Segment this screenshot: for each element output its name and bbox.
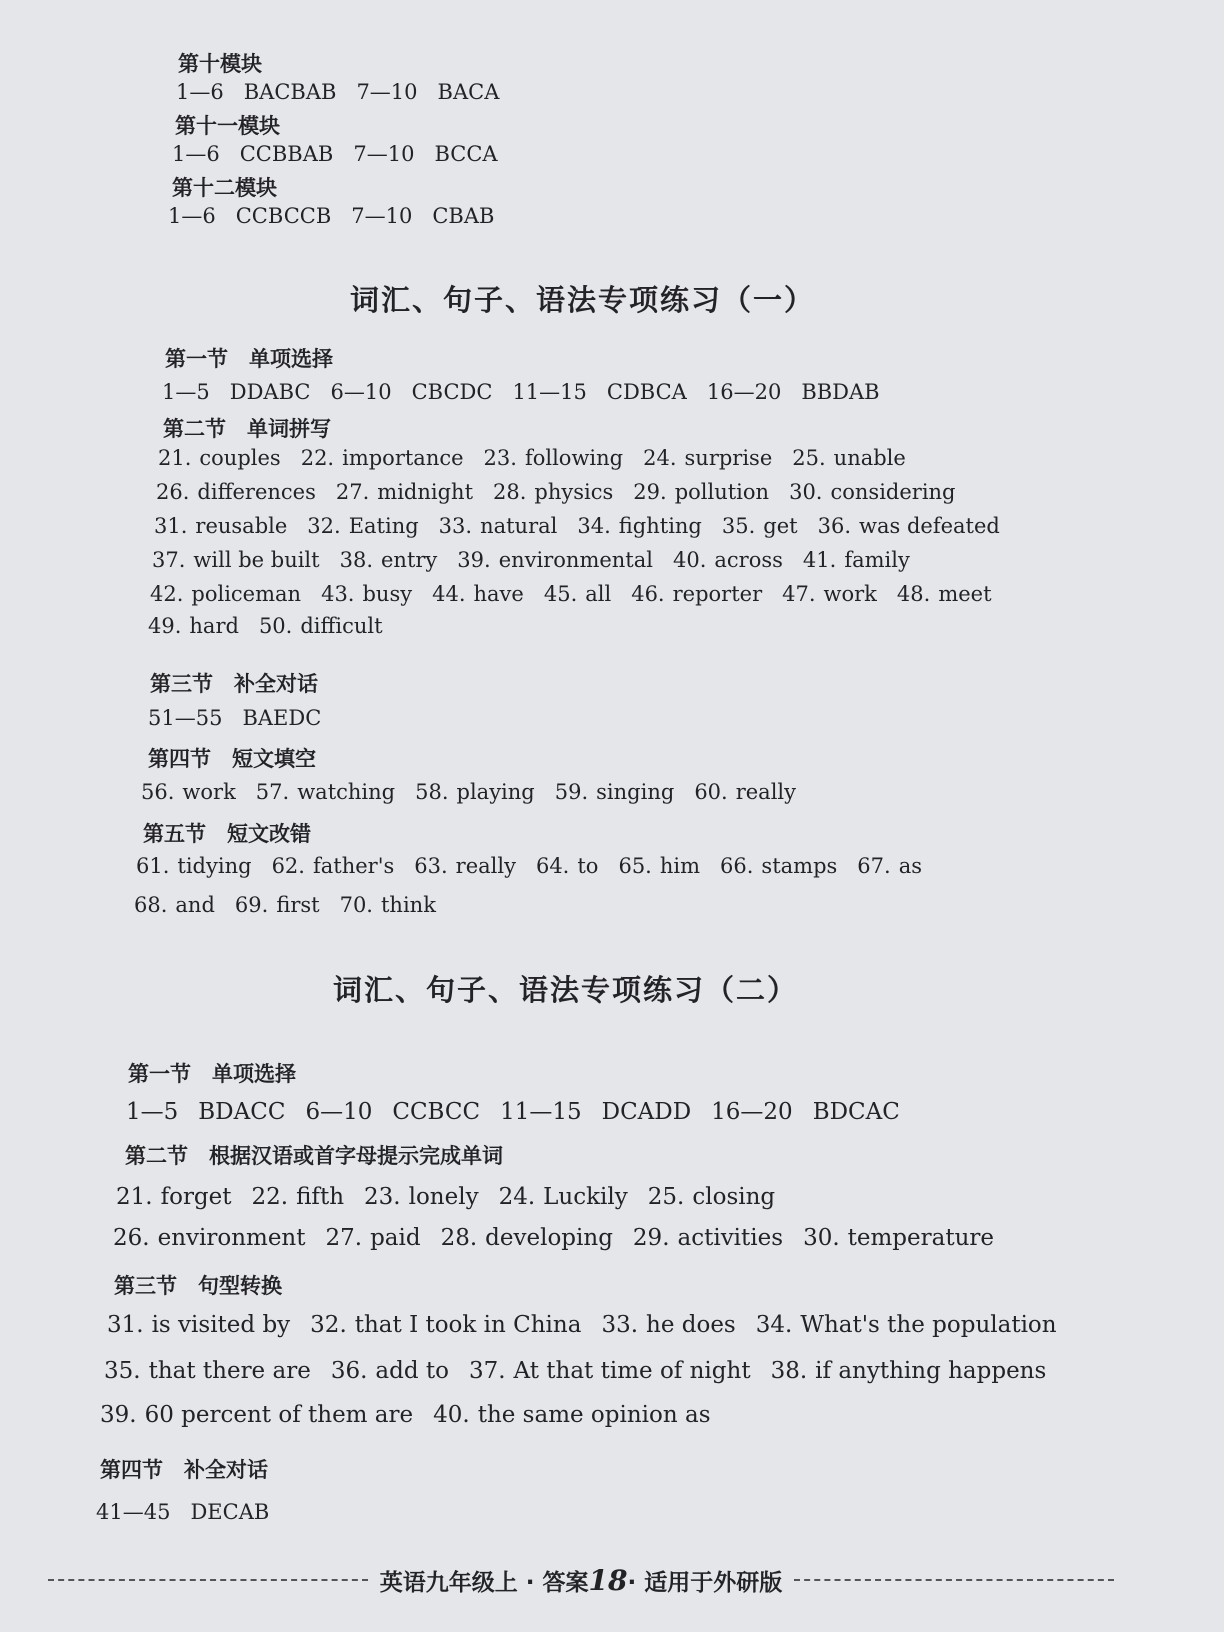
item-answer: unable: [833, 446, 906, 470]
answer: CCBBAB: [239, 142, 334, 166]
item-number: 48.: [896, 582, 931, 606]
ex1-section-5-heading: 第五节 短文改错: [143, 822, 311, 846]
answer: BBDAB: [801, 380, 880, 404]
answer-row: [150, 582, 1012, 606]
item-answer: fifth: [296, 1184, 345, 1210]
item-number: 59.: [554, 780, 589, 804]
item-number: 49.: [148, 614, 182, 638]
item-answer: was defeated: [859, 514, 1000, 538]
answer-item: [325, 1225, 420, 1251]
answer-item: [364, 1184, 479, 1210]
item-number: 33.: [601, 1312, 639, 1338]
answer-item: [340, 893, 436, 917]
ex1-section-3-heading: 第三节 补全对话: [150, 672, 318, 696]
page-number: 18: [588, 1563, 628, 1597]
item-answer: add to: [375, 1358, 449, 1384]
item-number: 42.: [150, 582, 184, 606]
answer-row: [156, 480, 976, 504]
answer-item: [439, 514, 558, 538]
item-number: 36.: [817, 514, 852, 538]
module-12-answers: [168, 204, 514, 228]
range: 7—10: [353, 142, 415, 166]
range: 16—20: [706, 380, 782, 404]
item-answer: paid: [370, 1225, 421, 1251]
ex2-section-1-heading: 第一节 单项选择: [128, 1062, 296, 1086]
item-number: 40.: [433, 1402, 470, 1428]
item-answer: that there are: [148, 1358, 311, 1384]
item-answer: temperature: [847, 1225, 995, 1251]
item-answer: Eating: [348, 514, 419, 538]
item-answer: couples: [199, 446, 281, 470]
answer-item: [484, 446, 624, 470]
item-answer: all: [585, 582, 612, 606]
answer-row: [107, 1312, 1077, 1338]
range: 7—10: [351, 204, 413, 228]
answer-item: [150, 582, 301, 606]
item-answer: have: [473, 582, 524, 606]
answer-item: [307, 514, 418, 538]
item-answer: environment: [157, 1225, 306, 1251]
item-number: 29.: [632, 1225, 670, 1251]
item-answer: What's the population: [800, 1312, 1057, 1338]
answer: BACA: [437, 80, 500, 104]
answer: CBCDC: [411, 380, 493, 404]
item-answer: Luckily: [543, 1184, 628, 1210]
item-answer: meet: [938, 582, 992, 606]
page-footer: [36, 1560, 1126, 1600]
item-number: 67.: [857, 854, 891, 878]
item-number: 44.: [432, 582, 466, 606]
answer-item: [857, 854, 922, 878]
answer: BACBAB: [243, 80, 337, 104]
item-answer: physics: [534, 480, 614, 504]
item-number: 35.: [104, 1358, 141, 1384]
item-number: 22.: [251, 1184, 289, 1210]
answer-item: [633, 1225, 783, 1251]
answer: CBAB: [432, 204, 495, 228]
item-answer: entry: [381, 548, 438, 572]
module-10-title: 第十模块: [178, 52, 262, 76]
item-number: 34.: [755, 1312, 793, 1338]
answer-row: [136, 854, 942, 878]
item-answer: work: [823, 582, 877, 606]
ex1-section-2-heading: 第二节 单词拼写: [163, 417, 331, 441]
answer-item: [469, 1358, 751, 1384]
exercise-1-title: 词汇、句子、语法专项练习（一）: [350, 283, 816, 317]
answer-row: [158, 446, 926, 470]
item-number: 60.: [694, 780, 728, 804]
item-number: 69.: [234, 893, 269, 917]
answer: DECAB: [190, 1500, 270, 1524]
answer-item: [107, 1312, 290, 1338]
answer-item: [631, 582, 762, 606]
item-answer: activities: [677, 1225, 784, 1251]
range: 1—6: [176, 80, 224, 104]
item-number: 21.: [116, 1184, 153, 1210]
item-number: 66.: [720, 854, 754, 878]
answer-item: [116, 1184, 232, 1210]
item-answer: environmental: [498, 548, 653, 572]
item-answer: importance: [342, 446, 464, 470]
item-answer: natural: [480, 514, 558, 538]
item-answer: differences: [197, 480, 316, 504]
answer-item: [272, 854, 395, 878]
item-answer: developing: [485, 1225, 613, 1251]
answer-item: [301, 446, 464, 470]
ex2-section-3-heading: 第三节 句型转换: [114, 1274, 282, 1298]
answer-item: [113, 1225, 305, 1251]
answer-item: [673, 548, 783, 572]
ex2-section-1-answers: [126, 1099, 920, 1125]
item-answer: reporter: [672, 582, 763, 606]
item-answer: across: [714, 548, 783, 572]
item-number: 27.: [335, 480, 370, 504]
answer-item: [720, 854, 837, 878]
item-number: 39.: [100, 1402, 137, 1428]
item-number: 25.: [647, 1184, 685, 1210]
answer-item: [493, 480, 613, 504]
answer-item: [432, 582, 524, 606]
ex2-section-2-heading: 第二节 根据汉语或首字母提示完成单词: [125, 1144, 503, 1168]
item-number: 61.: [136, 854, 170, 878]
answer-item: [154, 514, 287, 538]
item-answer: forget: [160, 1184, 232, 1210]
answer-item: [789, 480, 955, 504]
answer-item: [148, 614, 239, 638]
answer-item: [803, 548, 910, 572]
item-number: 64.: [535, 854, 570, 878]
answer-item: [643, 446, 772, 470]
answer-item: [259, 614, 383, 638]
range: 6—10: [305, 1099, 373, 1125]
answer-item: [414, 854, 516, 878]
answer-row: [141, 780, 816, 804]
footer-edition-label: · 适用于外研版: [627, 1569, 783, 1596]
item-answer: to: [577, 854, 599, 878]
answer-row: [116, 1184, 795, 1210]
item-number: 23.: [364, 1184, 401, 1210]
item-answer: tidying: [177, 854, 252, 878]
answer-item: [235, 893, 320, 917]
item-number: 38.: [339, 548, 373, 572]
item-answer: really: [455, 854, 516, 878]
answer-item: [100, 1402, 413, 1428]
answer-item: [601, 1312, 735, 1338]
range: 51—55: [148, 706, 223, 730]
item-answer: he does: [646, 1312, 736, 1338]
ex2-section-4-answers: [96, 1500, 289, 1524]
answer-item: [633, 480, 769, 504]
answer: DCADD: [601, 1099, 692, 1125]
range: 11—15: [500, 1099, 582, 1125]
item-number: 62.: [271, 854, 305, 878]
item-number: 70.: [339, 893, 373, 917]
item-number: 29.: [633, 480, 667, 504]
answer-item: [897, 582, 992, 606]
answer-item: [577, 514, 702, 538]
item-answer: pollution: [674, 480, 770, 504]
item-answer: At that time of night: [513, 1358, 751, 1384]
range: 1—5: [162, 380, 210, 404]
answer-item: [803, 1225, 994, 1251]
item-number: 31.: [154, 514, 188, 538]
item-answer: work: [182, 780, 236, 804]
item-answer: and: [175, 893, 215, 917]
range: 41—45: [96, 1500, 171, 1524]
answer: CDBCA: [606, 380, 687, 404]
ex1-section-1-answers: [162, 380, 900, 404]
item-answer: think: [380, 893, 436, 917]
item-number: 47.: [782, 582, 816, 606]
item-number: 25.: [792, 446, 826, 470]
answer-item: [252, 1184, 345, 1210]
answer-item: [694, 780, 796, 804]
answer: CCBCC: [392, 1099, 481, 1125]
answer-item: [536, 854, 599, 878]
answer-item: [158, 446, 281, 470]
item-answer: surprise: [684, 446, 773, 470]
range: 11—15: [512, 380, 587, 404]
answer-item: [152, 548, 320, 572]
item-answer: the same opinion as: [477, 1402, 711, 1428]
item-answer: really: [735, 780, 797, 804]
answer-item: [618, 854, 700, 878]
item-number: 46.: [631, 582, 665, 606]
item-answer: stamps: [761, 854, 838, 878]
item-answer: closing: [692, 1184, 776, 1210]
answer: BDACC: [198, 1099, 286, 1125]
answer-item: [321, 582, 412, 606]
item-number: 32.: [310, 1312, 347, 1338]
item-answer: is visited by: [151, 1312, 291, 1338]
ex2-section-4-heading: 第四节 补全对话: [100, 1458, 268, 1482]
item-answer: following: [524, 446, 624, 470]
item-number: 58.: [415, 780, 449, 804]
answer-row: [148, 614, 403, 638]
answer-item: [136, 854, 252, 878]
answer-item: [457, 548, 653, 572]
answer: BAEDC: [242, 706, 322, 730]
item-number: 30.: [803, 1225, 840, 1251]
ex1-section-4-heading: 第四节 短文填空: [148, 747, 316, 771]
answer-item: [441, 1225, 613, 1251]
answer-row: [154, 514, 1020, 538]
answer-item: [156, 480, 316, 504]
answer-item: [336, 480, 473, 504]
item-number: 35.: [721, 514, 756, 538]
item-number: 63.: [414, 854, 448, 878]
item-answer: family: [844, 548, 910, 572]
item-answer: lonely: [408, 1184, 479, 1210]
item-number: 56.: [141, 780, 175, 804]
answer-item: [340, 548, 438, 572]
item-answer: if anything happens: [815, 1358, 1047, 1384]
item-number: 57.: [255, 780, 290, 804]
range: 1—6: [168, 204, 216, 228]
item-answer: hard: [189, 614, 239, 638]
answer-item: [256, 780, 395, 804]
item-number: 28.: [493, 480, 527, 504]
item-number: 34.: [577, 514, 611, 538]
item-answer: difficult: [300, 614, 383, 638]
answer-item: [134, 893, 215, 917]
answer-item: [756, 1312, 1057, 1338]
module-11-answers: [172, 142, 518, 166]
range: 7—10: [356, 80, 418, 104]
item-number: 31.: [107, 1312, 144, 1338]
answer-item: [818, 514, 1000, 538]
answer-item: [782, 582, 877, 606]
answer: BDCAC: [812, 1099, 900, 1125]
answer: CCBCCB: [235, 204, 332, 228]
range: 1—6: [172, 142, 220, 166]
answer: BCCA: [434, 142, 498, 166]
footer-rule-left: [48, 1579, 368, 1581]
range: 6—10: [330, 380, 392, 404]
answer-row: [113, 1225, 1014, 1251]
answer-item: [141, 780, 236, 804]
item-answer: playing: [456, 780, 535, 804]
item-answer: midnight: [377, 480, 474, 504]
item-number: 24.: [498, 1184, 536, 1210]
answer-item: [331, 1358, 449, 1384]
module-12-title: 第十二模块: [172, 176, 277, 200]
item-number: 26.: [156, 480, 190, 504]
item-number: 50.: [258, 614, 293, 638]
answer-row: [100, 1402, 731, 1428]
item-number: 26.: [113, 1225, 150, 1251]
module-10-answers: [176, 80, 519, 104]
item-answer: will be built: [193, 548, 320, 572]
footer-rule-right: [794, 1579, 1114, 1581]
range: 1—5: [126, 1099, 179, 1125]
exercise-2-title: 词汇、句子、语法专项练习（二）: [333, 973, 799, 1007]
item-number: 33.: [438, 514, 473, 538]
item-number: 21.: [158, 446, 192, 470]
item-number: 37.: [468, 1358, 506, 1384]
item-number: 68.: [134, 893, 168, 917]
answer-item: [792, 446, 906, 470]
item-answer: fighting: [618, 514, 702, 538]
item-answer: first: [276, 893, 320, 917]
item-answer: watching: [297, 780, 396, 804]
answer-row: [134, 893, 456, 917]
answer-item: [104, 1358, 311, 1384]
answer: DDABC: [229, 380, 311, 404]
answer-item: [544, 582, 611, 606]
item-number: 41.: [802, 548, 837, 572]
item-number: 23.: [483, 446, 517, 470]
item-answer: as: [898, 854, 922, 878]
item-answer: get: [763, 514, 798, 538]
item-answer: considering: [830, 480, 956, 504]
answer-item: [415, 780, 535, 804]
item-number: 27.: [325, 1225, 363, 1251]
item-number: 36.: [330, 1358, 368, 1384]
item-answer: busy: [362, 582, 413, 606]
answer-item: [555, 780, 675, 804]
item-number: 38.: [770, 1358, 808, 1384]
item-number: 65.: [618, 854, 652, 878]
item-number: 24.: [643, 446, 677, 470]
item-answer: policeman: [191, 582, 302, 606]
item-answer: singing: [596, 780, 675, 804]
answer-row: [104, 1358, 1066, 1384]
answer-item: [433, 1402, 710, 1428]
footer-book-label: 英语九年级上 · 答案: [379, 1569, 589, 1596]
item-answer: him: [659, 854, 701, 878]
item-answer: father's: [312, 854, 395, 878]
answer-item: [771, 1358, 1047, 1384]
range: 16—20: [711, 1099, 793, 1125]
ex1-section-1-heading: 第一节 单项选择: [165, 347, 333, 371]
item-number: 28.: [440, 1225, 478, 1251]
item-number: 37.: [152, 548, 186, 572]
answer-item: [310, 1312, 581, 1338]
item-number: 45.: [543, 582, 578, 606]
answer-row: [152, 548, 930, 572]
item-answer: 60 percent of them are: [144, 1402, 414, 1428]
ex1-section-3-answers: [148, 706, 341, 730]
item-answer: that I took in China: [354, 1312, 582, 1338]
answer-item: [722, 514, 798, 538]
module-11-title: 第十一模块: [175, 114, 280, 138]
item-answer: reusable: [195, 514, 288, 538]
item-number: 40.: [672, 548, 707, 572]
answer-item: [499, 1184, 628, 1210]
answer-item: [648, 1184, 775, 1210]
item-number: 32.: [307, 514, 341, 538]
item-number: 43.: [321, 582, 355, 606]
item-number: 39.: [457, 548, 491, 572]
item-number: 30.: [789, 480, 823, 504]
item-number: 22.: [300, 446, 335, 470]
